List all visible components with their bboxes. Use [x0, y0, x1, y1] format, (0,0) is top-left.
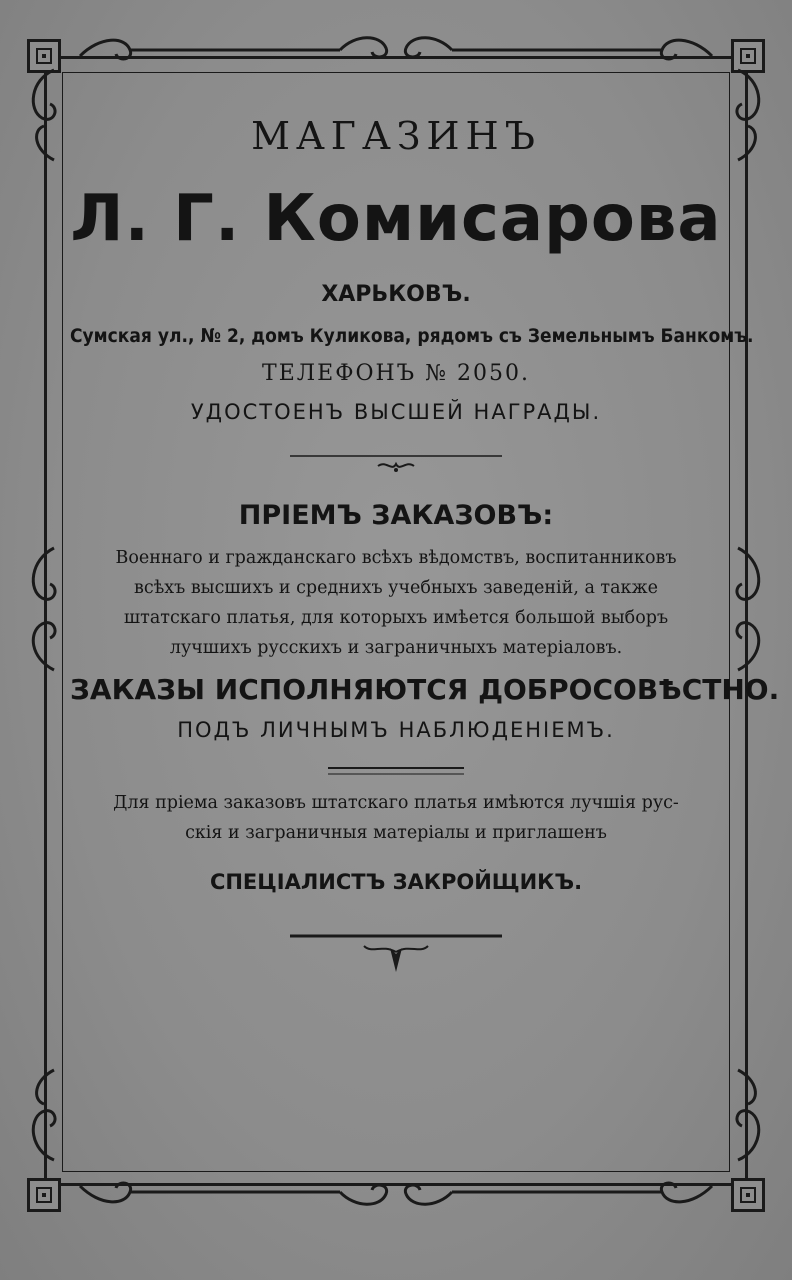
divider-double-rule: [326, 764, 466, 778]
orders-line: штатскаго платья, для которыхъ имѣется большой выборъ: [123, 608, 669, 628]
orders-line: Военнаго и гражданскаго всѣхъ вѣдомствъ, воспитанниковъ: [115, 548, 677, 568]
civil-line: скія и заграничныя матеріалы и приглашенъ: [185, 823, 607, 843]
phone-number: ТЕЛЕФОНЪ № 2050.: [262, 361, 530, 386]
supervision-subheading: ПОДЪ ЛИЧНЫМЪ НАБЛЮДЕНІЕМЪ.: [177, 718, 615, 742]
civil-paragraph: [78, 788, 714, 848]
left-middle-scroll-ornament: [20, 540, 70, 680]
right-middle-scroll-ornament: [722, 540, 772, 680]
orders-heading: ПРІЕМЪ ЗАКАЗОВЪ:: [238, 500, 554, 531]
orders-paragraph: [74, 543, 718, 663]
award-text: УДОСТОЕНЪ ВЫСШЕЙ НАГРАДЫ.: [190, 400, 602, 424]
city-label: ХАРЬКОВЪ.: [321, 282, 471, 307]
left-bottom-scroll-ornament: [20, 1060, 70, 1170]
orders-line: всѣхъ высшихъ и среднихъ учебныхъ заведеній, а также: [134, 578, 658, 598]
corner-ornament-bottom-right: [731, 1178, 765, 1212]
divider-ornament-small: [286, 448, 506, 478]
right-top-scroll-ornament: [722, 60, 772, 170]
quality-heading: ЗАКАЗЫ ИСПОЛНЯЮТСЯ ДОБРОСОВѢСТНО.: [70, 673, 780, 706]
divider-ornament-bottom: [286, 930, 506, 974]
advertisement-content: [70, 100, 780, 974]
specialist-heading: СПЕЦІАЛИСТЪ ЗАКРОЙЩИКЪ.: [209, 870, 583, 894]
orders-line: лучшихъ русскихъ и заграничныхъ матеріаловъ.: [169, 638, 623, 658]
right-bottom-scroll-ornament: [722, 1060, 772, 1170]
corner-ornament-bottom-left: [27, 1178, 61, 1212]
bottom-flourish-ornament: [70, 1172, 722, 1212]
top-flourish-ornament: [70, 30, 722, 70]
address-text: Сумская ул., № 2, домъ Куликова, рядомъ съ Земельнымъ Банкомъ.: [70, 325, 754, 347]
civil-line: Для пріема заказовъ штатскаго платья имѣются лучшія рус-: [113, 793, 679, 813]
owner-name-title: Л. Г. Комисарова: [70, 182, 722, 256]
store-heading: МАГАЗИНЪ: [251, 114, 541, 158]
left-top-scroll-ornament: [20, 60, 70, 170]
